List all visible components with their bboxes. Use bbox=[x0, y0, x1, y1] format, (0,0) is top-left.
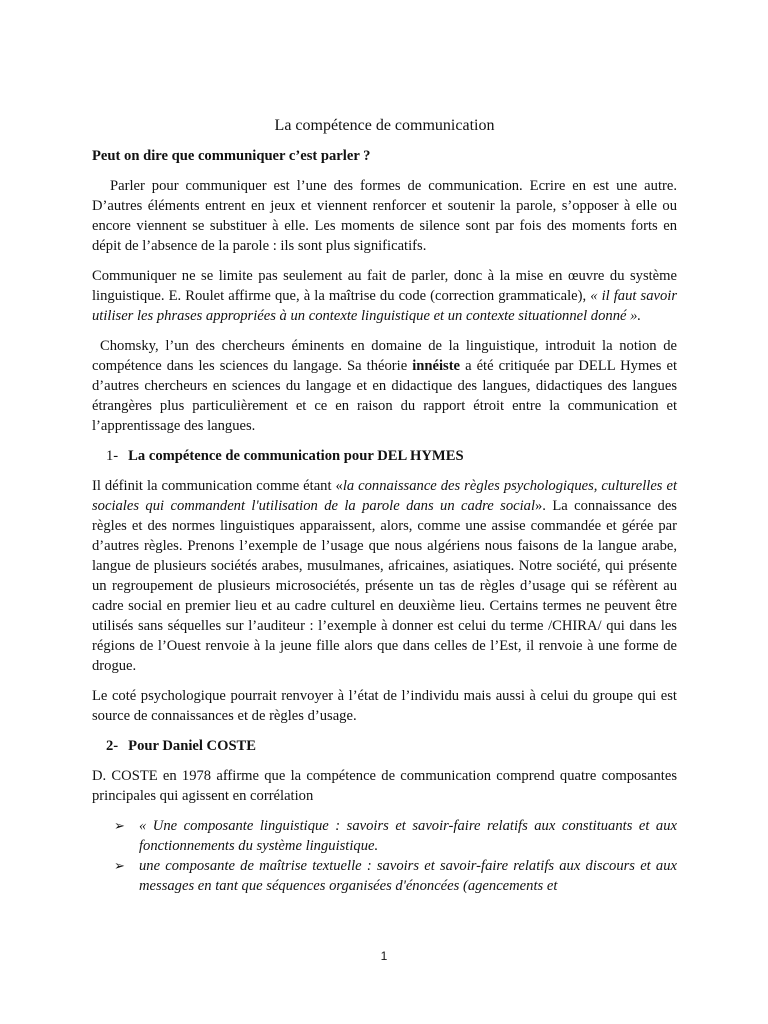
paragraph-4-text-a: Il définit la communication comme étant « bbox=[92, 478, 343, 494]
section-1-heading bbox=[92, 446, 677, 466]
hymes-quote: la connaissance des règles psychologiques, culturelles et sociales qui commandent l'utilisation de la parole dans un cadre social bbox=[92, 478, 677, 514]
paragraph-1: Parler pour communiquer est l’une des formes de communication. Ecrire en est une autre. D’autres éléments entrent en jeux et viennent renforcer et soutenir la parole, s’opposer à elle ou encore viennent se substituer à elle. Les moments de silence sont par fois des moments forts en dépit de l’absence de la parole : ils sont plus significatifs. bbox=[92, 178, 677, 254]
paragraph-2 bbox=[92, 266, 677, 326]
list-item bbox=[92, 816, 677, 856]
paragraph-3 bbox=[92, 336, 677, 436]
paragraph-2-text: Communiquer ne se limite pas seulement au fait de parler, donc à la mise en œuvre du système linguistique. E. Roulet affirme que, à la maîtrise du code (correction grammaticale), bbox=[92, 268, 677, 304]
arrow-bullet-icon: ➢ bbox=[114, 818, 125, 833]
section-2-number: 2- bbox=[106, 738, 119, 754]
list-item-text: une composante de maîtrise textuelle : savoirs et savoir-faire relatifs aux discours et aux messages en tant que séquences organisées d'énoncées (agencements et bbox=[139, 858, 677, 894]
page-number: 1 bbox=[380, 949, 388, 963]
roulet-quote: « il faut savoir utiliser les phrases appropriées à un contexte linguistique et un contexte situationnel donné ». bbox=[92, 288, 678, 324]
paragraph-6: D. COSTE en 1978 affirme que la compétence de communication comprend quatre composantes principales qui agissent en corrélation bbox=[92, 768, 677, 804]
component-list bbox=[92, 816, 677, 896]
section-2-heading bbox=[92, 736, 677, 756]
list-item bbox=[92, 856, 677, 896]
paragraph-4-text-b: ». La connaissance des règles et des normes linguistiques apparaissent, alors, comme une assise commandée et gérée par d’autres règles. Prenons l’exemple de l’usage que nous algériens nous faisons de la langue arabe, langue de plusieurs sociétés arabes, musulmanes, africaines, asiatiques. Notre société, qui présente un regroupement de plusieurs microsociétés, présente un tas de règles d’usage qui se réfèrent au cadre social en premier lieu et au cadre culturel en deuxième lieu. Certains termes ne peuvent être utilisés sans séquelles sur l’auditeur : l’exemple à donner est celui du terme /CHIRA/ qui dans les régions de l’Ouest renvoie à la jeune fille alors que dans celles de l’Est, il renvoie à une forme de drogue. bbox=[92, 498, 677, 674]
page-title: La compétence de communication bbox=[274, 117, 495, 134]
inneiste-term: innéiste bbox=[412, 358, 461, 374]
question-heading: Peut on dire que communiquer c’est parler ? bbox=[92, 148, 371, 164]
paragraph-3-text-a: Chomsky, l’un des chercheurs éminents en domaine de la linguistique, introduit la notion de compétence dans les sciences du langage. Sa théorie bbox=[92, 338, 677, 374]
paragraph-5: Le coté psychologique pourrait renvoyer à l’état de l’individu mais aussi à celui du groupe qui est source de connaissances et de règles d’usage. bbox=[92, 688, 677, 724]
section-1-title: La compétence de communication pour DEL HYMES bbox=[128, 448, 464, 464]
list-item-text: « Une composante linguistique : savoirs et savoir-faire relatifs aux constituants et aux fonctionnements du système linguistique. bbox=[139, 818, 677, 854]
section-1-number: 1- bbox=[106, 448, 119, 464]
arrow-bullet-icon: ➢ bbox=[114, 858, 125, 873]
section-2-title: Pour Daniel COSTE bbox=[128, 738, 257, 754]
paragraph-4 bbox=[92, 476, 677, 676]
page-content bbox=[92, 116, 677, 896]
paragraph-3-text-b: a été critiquée par DELL Hymes et d’autres chercheurs en sciences du langage et en didactique des langues, didactiques des langues étrangères plus particulièrement et ce en raison du rapport étroit entre la communication et l’apprentissage des langues. bbox=[92, 358, 678, 434]
